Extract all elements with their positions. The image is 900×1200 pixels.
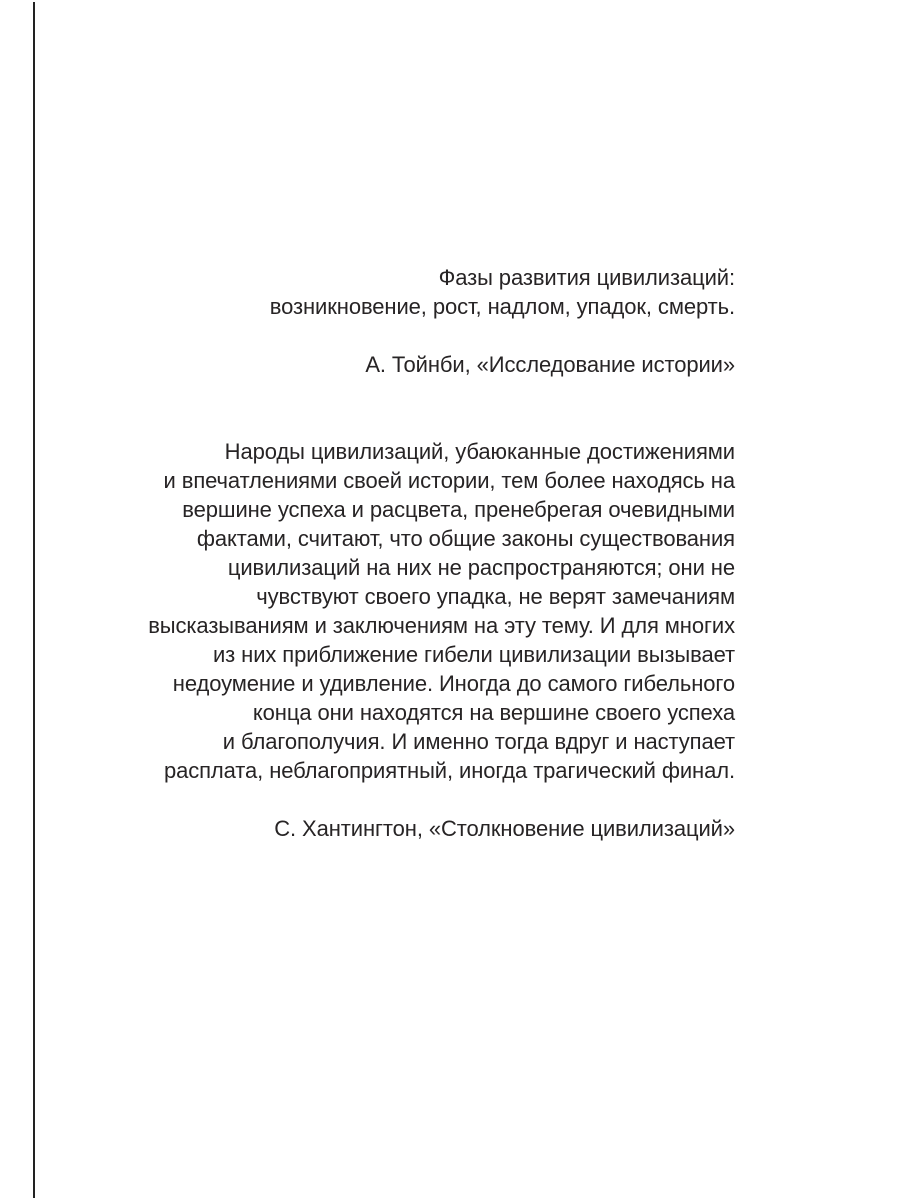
epigraph-attribution-huntington: С. Хантингтон, «Столкновение цивилизаций» [274, 816, 735, 841]
epigraph-attribution-toynbee: А. Тойнби, «Исследование истории» [365, 352, 735, 377]
epigraph-line: высказываниям и заключениям на эту тему. И для многих [148, 613, 735, 638]
epigraph-line: Народы цивилизаций, убаюканные достижениями [224, 439, 735, 464]
epigraph-huntington-quote [100, 437, 735, 785]
page-left-rule [33, 2, 35, 1198]
epigraph-line: цивилизаций на них не распространяются; они не [227, 555, 735, 580]
epigraph-line: чувствуют своего упадка, не верят замечаниям [256, 584, 735, 609]
epigraph-toynbee-quote [100, 263, 735, 321]
epigraph-line: Фазы развития цивилизаций: [438, 265, 735, 290]
epigraph-text-block [100, 263, 735, 843]
epigraph-line: конца они находятся на вершине своего успеха [252, 700, 735, 725]
epigraph-toynbee [100, 263, 735, 379]
epigraph-huntington [100, 437, 735, 843]
epigraph-line: расплата, неблагоприятный, иногда трагический финал. [163, 758, 735, 783]
epigraph-line: и благополучия. И именно тогда вдруг и наступает [222, 729, 735, 754]
epigraph-line: и впечатлениями своей истории, тем более находясь на [163, 468, 735, 493]
epigraph-line: из них приближение гибели цивилизации вызывает [212, 642, 735, 667]
epigraph-line: фактами, считают, что общие законы существования [196, 526, 735, 551]
epigraph-line: вершине успеха и расцвета, пренебрегая очевидными [182, 497, 735, 522]
epigraph-line: недоумение и удивление. Иногда до самого гибельного [172, 671, 735, 696]
epigraph-line: возникновение, рост, надлом, упадок, смерть. [269, 294, 735, 319]
